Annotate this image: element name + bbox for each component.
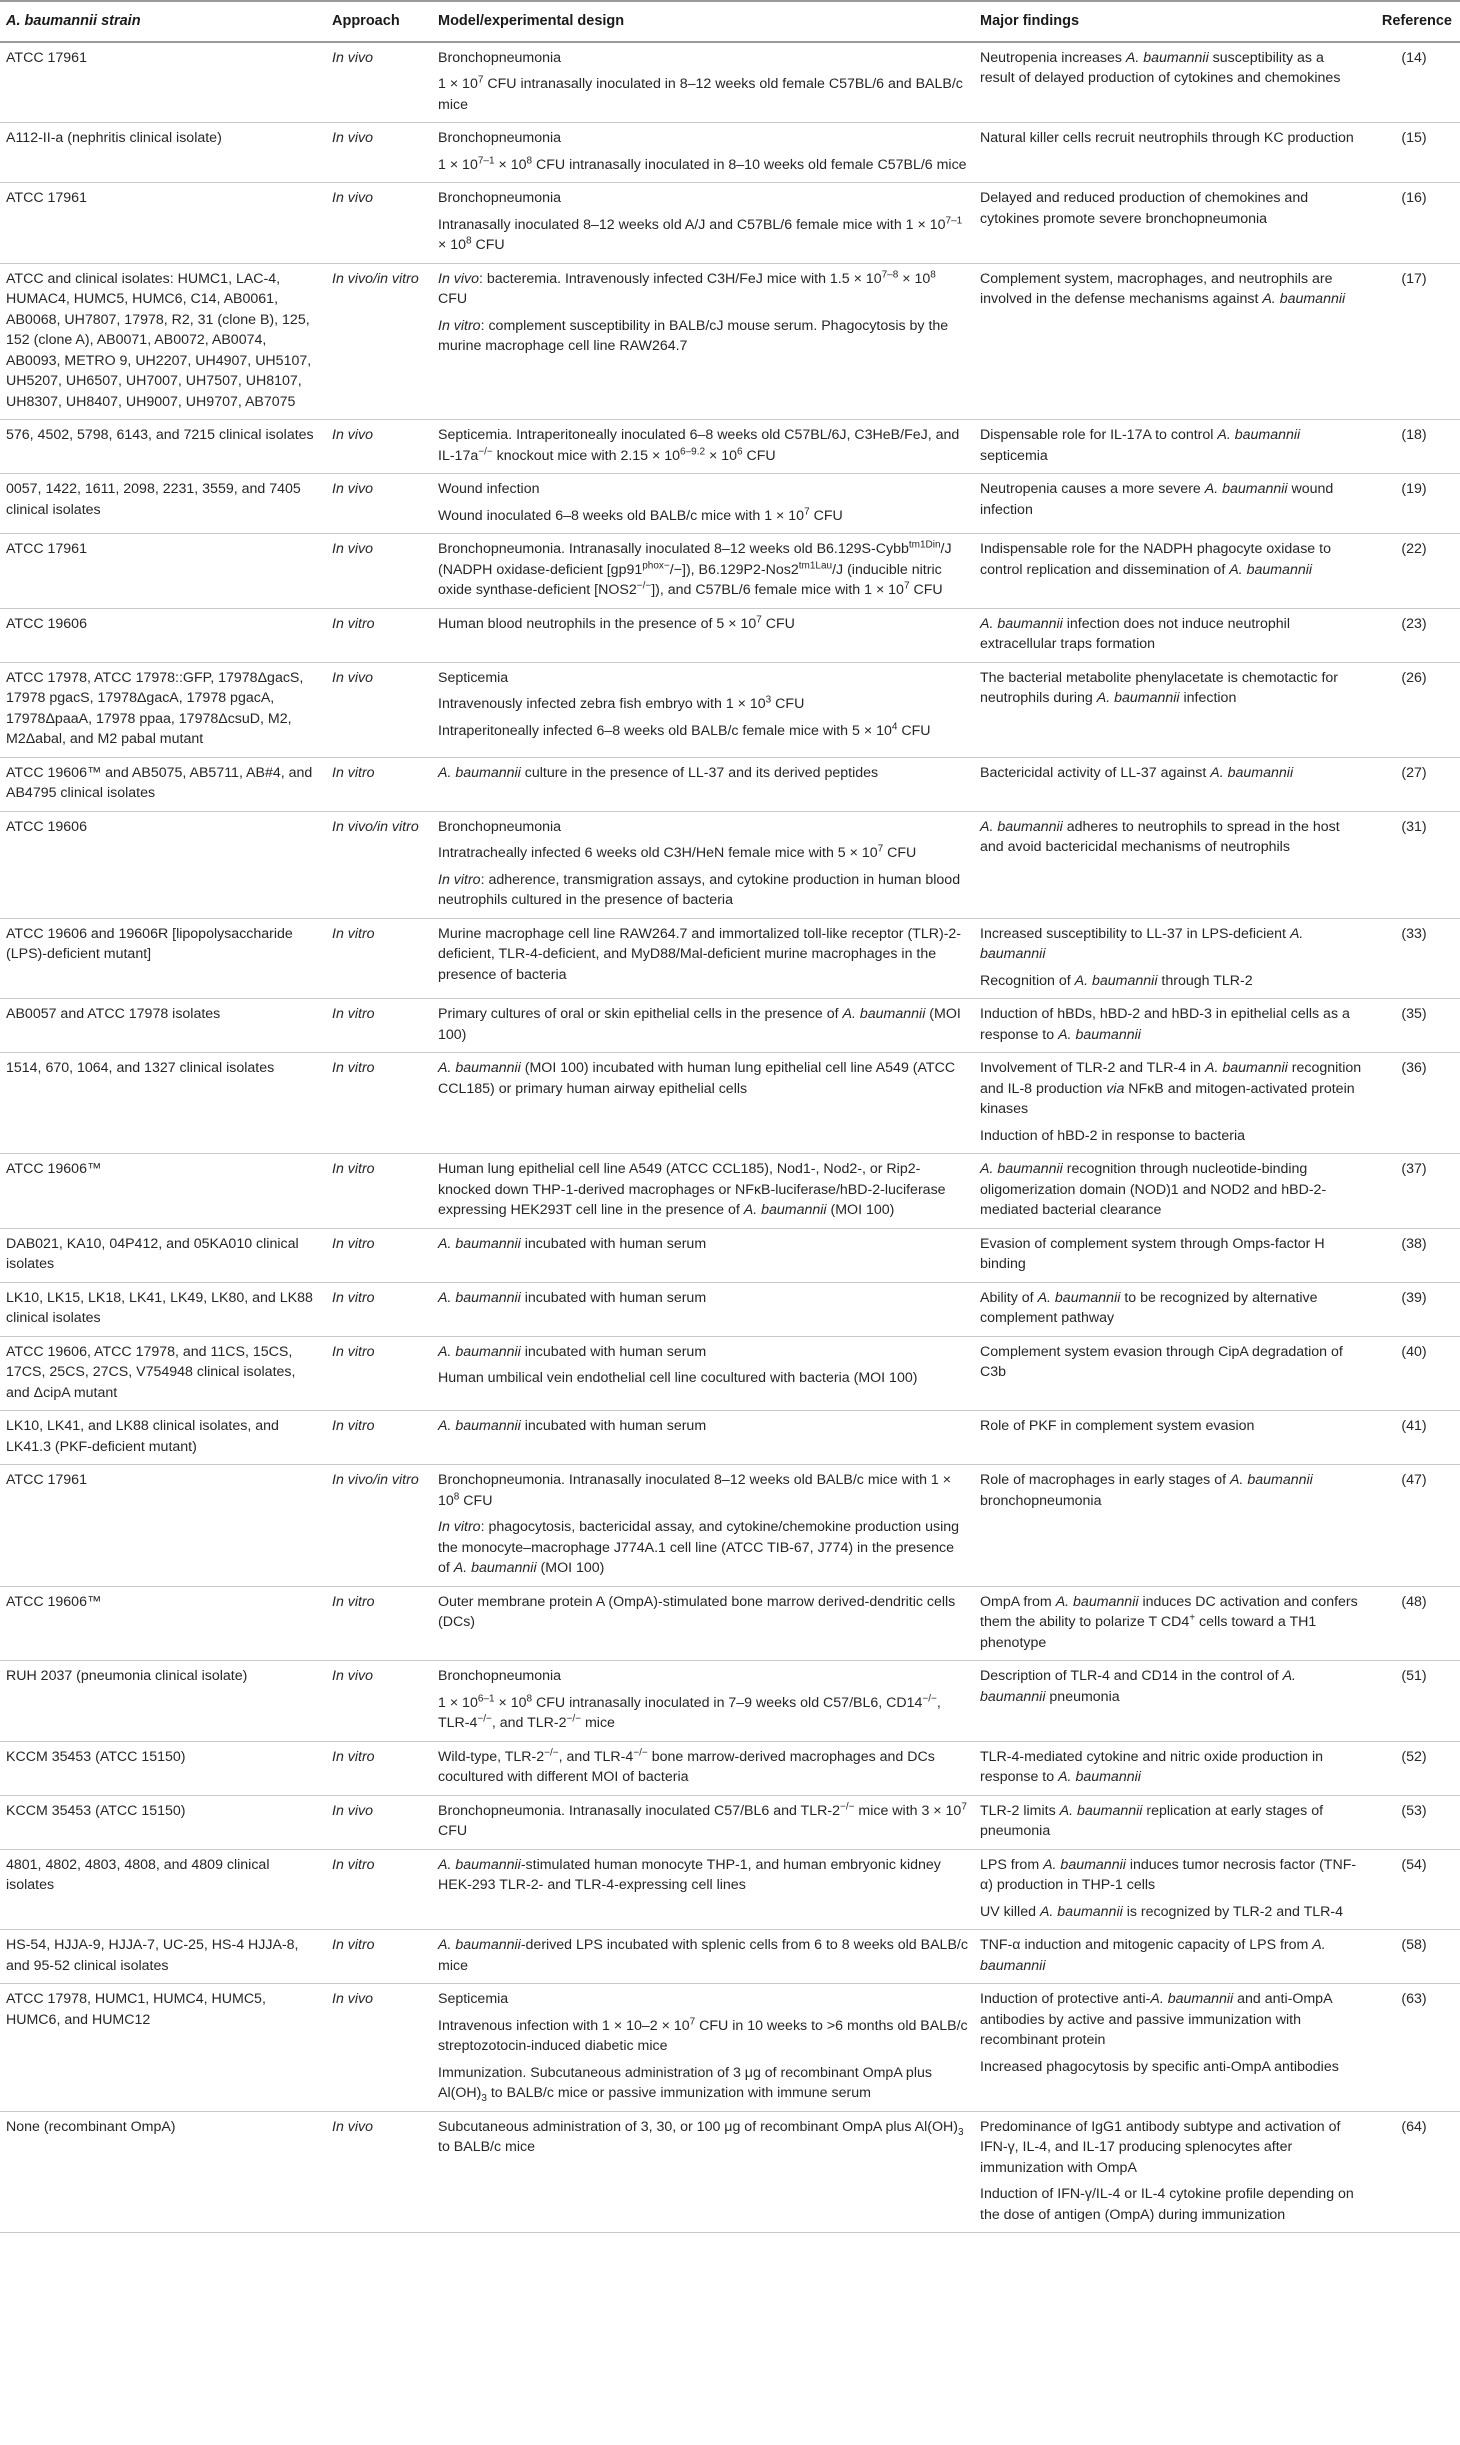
strain-cell: ATCC 19606™ and AB5075, AB5711, AB#4, and AB4795 clinical isolates (0, 757, 326, 811)
model-paragraph: Intranasally inoculated 8–12 weeks old A/J and C57BL/6 female mice with $1 \times 10^{7-1} \times 10^8$ CFU (438, 214, 963, 253)
model-paragraph: $1 \times 10^7$ CFU intranasally inoculated in 8–12 weeks old female C57BL/6 and BALB/c mice (438, 74, 963, 113)
findings-paragraph: Ability of A. baumannii to be recognized by alternative complement pathway (980, 1289, 1318, 1326)
strain-cell: ATCC 19606™ (0, 1154, 326, 1229)
reference-cell: (54) (1368, 1849, 1460, 1930)
model-paragraph: Bronchopneumonia. Intranasally inoculated 8–12 weeks old B6.129S-Cybb$^{tm1Din}$/J (NADPH oxidase-deficient $[gp91^{phox-}/-]$), $B6.129P2-Nos2^{tm1Lau}/J$ (inducible nitric oxide synthase-deficient [NOS2−/−]), and C57BL/6 female mice with $1 \times 10^7$ CFU (438, 539, 952, 598)
reference-cell: (37) (1368, 1154, 1460, 1229)
table-row (0, 474, 1460, 534)
model-paragraph: In vitro: phagocytosis, bactericidal assay, and cytokine/chemokine production using the monocyte–macrophage J774A.1 cell line (ATCC TIB-67, J774) in the presence of A. baumannii (MOI 100) (438, 1519, 960, 1576)
findings-cell (974, 1661, 1368, 1742)
model-paragraph: Septicemia (438, 669, 509, 686)
table-row (0, 999, 1460, 1053)
findings-cell (974, 263, 1368, 420)
reference-cell: (23) (1368, 608, 1460, 662)
model-paragraph: Human blood neutrophils in the presence of $5 \times 10^7$ CFU (438, 613, 795, 632)
findings-paragraph: TLR-2 limits A. baumannii replication at early stages of pneumonia (980, 1802, 1324, 1839)
findings-paragraph: A. baumannii adheres to neutrophils to spread in the host and avoid bactericidal mechanisms of neutrophils (980, 818, 1340, 855)
findings-cell (974, 1984, 1368, 2112)
model-paragraph: A. baumannii-derived LPS incubated with splenic cells from 6 to 8 weeks old BALB/c mice (438, 1937, 968, 1974)
findings-cell (974, 1795, 1368, 1849)
findings-cell (974, 474, 1368, 534)
strain-cell: A112-II-a (nephritis clinical isolate) (0, 123, 326, 183)
approach-cell: In vitro (326, 608, 432, 662)
model-paragraph: Bronchopneumonia (438, 190, 562, 206)
findings-paragraph: Increased susceptibility to LL-37 in LPS-deficient A. baumannii (980, 925, 1304, 962)
table-row (0, 263, 1460, 420)
table-row (0, 42, 1460, 123)
model-paragraph: Intratracheally infected 6 weeks old C3H/HeN female mice with $5 \times 10^7$ CFU (438, 843, 917, 861)
approach-cell: In vivo (326, 123, 432, 183)
findings-paragraph: Role of PKF in complement system evasion (980, 1418, 1255, 1434)
approach-cell: In vitro (326, 1586, 432, 1661)
strain-cell: ATCC 17961 (0, 534, 326, 609)
table-row (0, 662, 1460, 757)
reference-cell: (26) (1368, 662, 1460, 757)
reference-cell: (33) (1368, 918, 1460, 999)
reference-cell: (36) (1368, 1053, 1460, 1154)
findings-paragraph: TNF-α induction and mitogenic capacity of LPS from A. baumannii (980, 1937, 1326, 1974)
model-paragraph: Septicemia. Intraperitoneally inoculated 6–8 weeks old C57BL/6J, C3HeB/FeJ, and IL-17a−/− knockout mice with $2.15 \times 10^{6-9.2} \times 10^6$ CFU (438, 427, 960, 464)
findings-paragraph: A. baumannii infection does not induce neutrophil extracellular traps formation (980, 615, 1290, 652)
header-row (0, 1, 1460, 42)
model-paragraph: A. baumannii-stimulated human monocyte THP-1, and human embryonic kidney HEK-293 TLR-2- and TLR-4-expressing cell lines (438, 1856, 941, 1893)
approach-cell: In vitro (326, 1053, 432, 1154)
table-row (0, 1795, 1460, 1849)
findings-paragraph: OmpA from A. baumannii induces DC activation and confers them the ability to polarize T CD4+ cells toward a TH1 phenotype (980, 1593, 1358, 1651)
findings-cell (974, 2111, 1368, 2233)
findings-paragraph: Neutropenia increases A. baumannii susceptibility as a result of delayed production of cytokines and chemokines (980, 49, 1341, 86)
table-row (0, 123, 1460, 183)
findings-cell (974, 1154, 1368, 1229)
model-cell (432, 123, 974, 183)
model-paragraph: Bronchopneumonia (438, 818, 562, 835)
reference-cell: (40) (1368, 1336, 1460, 1411)
reference-cell: (14) (1368, 42, 1460, 123)
strain-cell: 4801, 4802, 4803, 4808, and 4809 clinical isolates (0, 1849, 326, 1930)
findings-paragraph: Predominance of IgG1 antibody subtype and activation of IFN-γ, IL-4, and IL-17 producing splenocytes after immunization with OmpA (980, 2118, 1341, 2176)
findings-paragraph: Bactericidal activity of LL-37 against A. baumannii (980, 764, 1294, 781)
reference-cell: (63) (1368, 1984, 1460, 2112)
table-row (0, 534, 1460, 609)
findings-cell (974, 1930, 1368, 1984)
findings-paragraph: Dispensable role for IL-17A to control A. baumannii septicemia (980, 427, 1301, 464)
reference-cell: (51) (1368, 1661, 1460, 1742)
approach-cell: In vitro (326, 757, 432, 811)
model-cell (432, 1795, 974, 1849)
table-row (0, 1930, 1460, 1984)
model-cell (432, 1586, 974, 1661)
model-cell (432, 1984, 974, 2112)
table-row (0, 183, 1460, 264)
strain-cell: ATCC 19606 (0, 811, 326, 918)
model-paragraph: A. baumannii incubated with human serum (438, 1289, 707, 1306)
model-paragraph: $1 \times 10^{6-1} \times 10^8$ CFU intranasally inoculated in 7–9 weeks old C57/BL6, CD14−/−, TLR-4−/−, and TLR-2−/− mice (438, 1692, 941, 1731)
findings-paragraph: A. baumannii recognition through nucleotide-binding oligomerization domain (NOD)1 and NOD2 and hBD-2-mediated bacterial clearance (980, 1161, 1327, 1218)
table-row (0, 1411, 1460, 1465)
findings-paragraph: TLR-4-mediated cytokine and nitric oxide production in response to A. baumannii (980, 1748, 1324, 1785)
findings-cell (974, 1336, 1368, 1411)
model-paragraph: In vivo: bacteremia. Intravenously infected C3H/FeJ mice with $1.5 \times 10^{7-8} \times 10^8$ CFU (438, 268, 936, 307)
reference-cell: (64) (1368, 2111, 1460, 2233)
findings-paragraph: Induction of protective anti-A. baumannii and anti-OmpA antibodies by active and passive immunization with recombinant protein (980, 1991, 1332, 2048)
header-model: Model/experimental design (432, 1, 974, 42)
findings-paragraph: Increased phagocytosis by specific anti-OmpA antibodies (980, 2058, 1339, 2075)
approach-cell: In vitro (326, 1282, 432, 1336)
table-body (0, 42, 1460, 2233)
strain-cell: RUH 2037 (pneumonia clinical isolate) (0, 1661, 326, 1742)
findings-cell (974, 757, 1368, 811)
reference-cell: (27) (1368, 757, 1460, 811)
reference-cell: (38) (1368, 1228, 1460, 1282)
model-paragraph: Bronchopneumonia (438, 1668, 562, 1684)
model-paragraph: In vitro: complement susceptibility in BALB/cJ mouse serum. Phagocytosis by the murine macrophage cell line RAW264.7 (438, 317, 949, 354)
findings-cell (974, 123, 1368, 183)
findings-cell (974, 420, 1368, 474)
model-cell (432, 1465, 974, 1587)
model-paragraph: Bronchopneumonia (438, 49, 562, 66)
strain-cell: ATCC 17978, ATCC 17978::GFP, 17978ΔgacS, 17978 pgacS, 17978ΔgacA, 17978 pgacA, 17978ΔpaaA, 17978 ppaa, 17978ΔcsuD, M2, M2Δabal, and M2 pabal mutant (0, 662, 326, 757)
model-cell (432, 1053, 974, 1154)
reference-cell: (19) (1368, 474, 1460, 534)
findings-paragraph: UV killed A. baumannii is recognized by TLR-2 and TLR-4 (980, 1903, 1344, 1920)
findings-cell (974, 811, 1368, 918)
model-paragraph: A. baumannii culture in the presence of LL-37 and its derived peptides (438, 764, 879, 781)
findings-cell (974, 1411, 1368, 1465)
model-paragraph: A. baumannii incubated with human serum (438, 1418, 707, 1434)
table-row (0, 608, 1460, 662)
findings-cell (974, 183, 1368, 264)
approach-cell: In vivo/in vitro (326, 1465, 432, 1587)
approach-cell: In vivo (326, 42, 432, 123)
model-paragraph: Intravenously infected zebra fish embryo with $1 \times 10^3$ CFU (438, 694, 805, 712)
findings-paragraph: Induction of hBD-2 in response to bacteria (980, 1127, 1245, 1144)
approach-cell: In vitro (326, 1336, 432, 1411)
approach-cell: In vivo/in vitro (326, 263, 432, 420)
reference-cell: (31) (1368, 811, 1460, 918)
strain-cell: ATCC 17961 (0, 42, 326, 123)
model-cell (432, 42, 974, 123)
strain-cell: KCCM 35453 (ATCC 15150) (0, 1795, 326, 1849)
approach-cell: In vitro (326, 1741, 432, 1795)
reference-cell: (39) (1368, 1282, 1460, 1336)
reference-cell: (18) (1368, 420, 1460, 474)
table-row (0, 1282, 1460, 1336)
findings-paragraph: Natural killer cells recruit neutrophils through KC production (980, 130, 1354, 146)
findings-cell (974, 42, 1368, 123)
model-cell (432, 757, 974, 811)
model-paragraph: Intravenous infection with $1 \times 10-2 \times 10^7$ CFU in 10 weeks to >6 months old BALB/c streptozotocin-induced diabetic mice (438, 2015, 968, 2054)
model-cell (432, 999, 974, 1053)
findings-cell (974, 1586, 1368, 1661)
approach-cell: In vivo (326, 662, 432, 757)
model-cell (432, 1336, 974, 1411)
model-paragraph: Human umbilical vein endothelial cell line cocultured with bacteria (MOI 100) (438, 1370, 918, 1386)
table-row (0, 1465, 1460, 1587)
reference-cell: (22) (1368, 534, 1460, 609)
table-row (0, 1154, 1460, 1229)
header-reference: Reference (1368, 1, 1460, 42)
model-cell (432, 608, 974, 662)
strain-cell: DAB021, KA10, 04P412, and 05KA010 clinical isolates (0, 1228, 326, 1282)
findings-paragraph: Indispensable role for the NADPH phagocyte oxidase to control replication and dissemination of A. baumannii (980, 541, 1331, 578)
strain-cell: ATCC 19606™ (0, 1586, 326, 1661)
model-paragraph: Outer membrane protein A (OmpA)-stimulated bone marrow derived-dendritic cells (DCs) (438, 1593, 956, 1630)
approach-cell: In vivo (326, 534, 432, 609)
findings-cell (974, 999, 1368, 1053)
model-cell (432, 2111, 974, 2233)
strain-cell: ATCC 17978, HUMC1, HUMC4, HUMC5, HUMC6, and HUMC12 (0, 1984, 326, 2112)
model-cell (432, 263, 974, 420)
model-paragraph: Septicemia (438, 1991, 509, 2007)
model-paragraph: Wound infection (438, 481, 540, 497)
model-paragraph: Subcutaneous administration of 3, 30, or 100 μg of recombinant OmpA plus $Al(OH)_3$ to BALB/c mice (438, 2118, 964, 2155)
approach-cell: In vivo (326, 420, 432, 474)
strain-cell: LK10, LK15, LK18, LK41, LK49, LK80, and LK88 clinical isolates (0, 1282, 326, 1336)
model-cell (432, 662, 974, 757)
findings-paragraph: Delayed and reduced production of chemokines and cytokines promote severe bronchopneumonia (980, 190, 1309, 227)
strain-cell: ATCC 19606 (0, 608, 326, 662)
strain-cell: LK10, LK41, and LK88 clinical isolates, and LK41.3 (PKF-deficient mutant) (0, 1411, 326, 1465)
approach-cell: In vivo (326, 474, 432, 534)
strain-cell: None (recombinant OmpA) (0, 2111, 326, 2233)
model-paragraph: Bronchopneumonia. Intranasally inoculated C57/BL6 and TLR-2−/− mice with $3 \times 10^7$ CFU (438, 1800, 967, 1839)
model-paragraph: In vitro: adherence, transmigration assays, and cytokine production in human blood neutrophils cultured in the presence of bacteria (438, 871, 961, 908)
model-paragraph: Human lung epithelial cell line A549 (ATCC CCL185), Nod1-, Nod2-, or Rip2-knocked down THP-1-derived macrophages or NFκB-luciferase/hBD-2-luciferase expressing HEK293T cell line in the presence of A. baumannii (MOI 100) (438, 1161, 946, 1218)
table-row (0, 1053, 1460, 1154)
model-cell (432, 1661, 974, 1742)
approach-cell: In vitro (326, 1930, 432, 1984)
header-approach: Approach (326, 1, 432, 42)
reference-cell: (16) (1368, 183, 1460, 264)
model-paragraph: Wound inoculated 6–8 weeks old BALB/c mice with $1 \times 10^7$ CFU (438, 505, 843, 524)
table-row (0, 420, 1460, 474)
findings-paragraph: Involvement of TLR-2 and TLR-4 in A. baumannii recognition and IL-8 production via NFκB and mitogen-activated protein kinases (980, 1060, 1362, 1117)
model-cell (432, 1154, 974, 1229)
model-cell (432, 474, 974, 534)
strain-cell: ATCC 19606 and 19606R [lipopolysaccharide (LPS)-deficient mutant] (0, 918, 326, 999)
findings-cell (974, 1465, 1368, 1587)
findings-cell (974, 1053, 1368, 1154)
approach-cell: In vitro (326, 999, 432, 1053)
strain-cell: 1514, 670, 1064, and 1327 clinical isolates (0, 1053, 326, 1154)
reference-cell: (15) (1368, 123, 1460, 183)
findings-cell (974, 1282, 1368, 1336)
strain-cell: HS-54, HJJA-9, HJJA-7, UC-25, HS-4 HJJA-8, and 95-52 clinical isolates (0, 1930, 326, 1984)
model-cell (432, 183, 974, 264)
approach-cell: In vivo (326, 1661, 432, 1742)
reference-cell: (52) (1368, 1741, 1460, 1795)
model-paragraph: A. baumannii (MOI 100) incubated with human lung epithelial cell line A549 (ATCC CCL185) or primary human airway epithelial cells (438, 1060, 956, 1097)
findings-paragraph: Induction of IFN-γ/IL-4 or IL-4 cytokine profile depending on the dose of antigen (OmpA) during immunization (980, 2186, 1354, 2223)
findings-paragraph: LPS from A. baumannii induces tumor necrosis factor (TNF-α) production in THP-1 cells (980, 1856, 1357, 1893)
approach-cell: In vitro (326, 1228, 432, 1282)
table-row (0, 2111, 1460, 2233)
findings-paragraph: Evasion of complement system through Omps-factor H binding (980, 1235, 1325, 1272)
header-strain: A. baumannii strain (0, 1, 326, 42)
findings-paragraph: Complement system evasion through CipA degradation of C3b (980, 1343, 1343, 1380)
approach-cell: In vitro (326, 1154, 432, 1229)
model-cell (432, 1228, 974, 1282)
findings-paragraph: The bacterial metabolite phenylacetate is chemotactic for neutrophils during A. baumannii infection (980, 669, 1339, 706)
strain-cell: ATCC 19606, ATCC 17978, and 11CS, 15CS, 17CS, 25CS, 27CS, V754948 clinical isolates, and ΔcipA mutant (0, 1336, 326, 1411)
approach-cell: In vivo/in vitro (326, 811, 432, 918)
table-row (0, 1741, 1460, 1795)
approach-cell: In vivo (326, 183, 432, 264)
table-row (0, 757, 1460, 811)
model-cell (432, 420, 974, 474)
model-paragraph: A. baumannii incubated with human serum (438, 1343, 707, 1360)
findings-cell (974, 1228, 1368, 1282)
findings-cell (974, 662, 1368, 757)
findings-paragraph: Neutropenia causes a more severe A. baumannii wound infection (980, 481, 1334, 518)
table-row (0, 1984, 1460, 2112)
approach-cell: In vivo (326, 2111, 432, 2233)
model-cell (432, 1741, 974, 1795)
approach-cell: In vitro (326, 1411, 432, 1465)
findings-cell (974, 1741, 1368, 1795)
approach-cell: In vivo (326, 1984, 432, 2112)
strain-cell: ATCC and clinical isolates: HUMC1, LAC-4, HUMAC4, HUMC5, HUMC6, C14, AB0061, AB0068, UH7807, 17978, R2, 31 (clone B), 125, 152 (clone A), AB0071, AB0072, AB0074, AB0093, METRO 9, UH2207, UH4907, UH5107, UH5207, UH6507, UH7007, UH7507, UH8107, UH8307, UH8407, UH9007, UH9707, AB7075 (0, 263, 326, 420)
model-cell (432, 1282, 974, 1336)
findings-cell (974, 608, 1368, 662)
table-row (0, 1661, 1460, 1742)
strain-cell: ATCC 17961 (0, 1465, 326, 1587)
model-paragraph: $1 \times 10^{7-1} \times 10^8$ CFU intranasally inoculated in 8–10 weeks old female C57BL/6 mice (438, 154, 967, 173)
findings-cell (974, 1849, 1368, 1930)
findings-paragraph: Recognition of A. baumannii through TLR-2 (980, 972, 1253, 989)
model-paragraph: Intraperitoneally infected 6–8 weeks old BALB/c female mice with $5 \times 10^4$ CFU (438, 720, 931, 739)
reference-cell: (41) (1368, 1411, 1460, 1465)
table-row (0, 918, 1460, 999)
findings-paragraph: Induction of hBDs, hBD-2 and hBD-3 in epithelial cells as a response to A. baumannii (980, 1006, 1350, 1043)
strain-cell: AB0057 and ATCC 17978 isolates (0, 999, 326, 1053)
model-paragraph: Bronchopneumonia. Intranasally inoculated 8–12 weeks old BALB/c mice with $1 \times 10^8$ CFU (438, 1472, 952, 1509)
reference-cell: (48) (1368, 1586, 1460, 1661)
table-row (0, 1586, 1460, 1661)
model-cell (432, 1411, 974, 1465)
header-findings: Major findings (974, 1, 1368, 42)
findings-paragraph: Role of macrophages in early stages of A. baumannii bronchopneumonia (980, 1472, 1313, 1509)
reference-cell: (53) (1368, 1795, 1460, 1849)
findings-cell (974, 918, 1368, 999)
model-paragraph: Bronchopneumonia (438, 130, 562, 146)
model-paragraph: Murine macrophage cell line RAW264.7 and immortalized toll-like receptor (TLR)-2-deficient, TLR-4-deficient, and MyD88/Mal-deficient murine macrophages in the presence of bacteria (438, 925, 962, 983)
approach-cell: In vitro (326, 1849, 432, 1930)
findings-cell (974, 534, 1368, 609)
model-paragraph: Immunization. Subcutaneous administration of 3 μg of recombinant OmpA plus $Al(OH)_3$ to BALB/c mice or passive immunization with immune serum (438, 2064, 932, 2104)
model-paragraph: Primary cultures of oral or skin epithelial cells in the presence of A. baumannii (MOI 100) (438, 1006, 961, 1043)
table-row (0, 1336, 1460, 1411)
findings-paragraph: Complement system, macrophages, and neutrophils are involved in the defense mechanisms against A. baumannii (980, 270, 1346, 307)
model-cell (432, 1849, 974, 1930)
reference-cell: (47) (1368, 1465, 1460, 1587)
model-cell (432, 811, 974, 918)
reference-cell: (58) (1368, 1930, 1460, 1984)
model-cell (432, 918, 974, 999)
model-cell (432, 534, 974, 609)
table-row (0, 811, 1460, 918)
approach-cell: In vitro (326, 918, 432, 999)
model-cell (432, 1930, 974, 1984)
strain-cell: 576, 4502, 5798, 6143, and 7215 clinical isolates (0, 420, 326, 474)
findings-paragraph: Description of TLR-4 and CD14 in the control of A. baumannii pneumonia (980, 1668, 1296, 1705)
approach-cell: In vivo (326, 1795, 432, 1849)
model-paragraph: Wild-type, TLR-2−/−, and TLR-4−/− bone marrow-derived macrophages and DCs cocultured with different MOI of bacteria (438, 1746, 935, 1785)
table-row (0, 1849, 1460, 1930)
strain-cell: ATCC 17961 (0, 183, 326, 264)
strain-cell: KCCM 35453 (ATCC 15150) (0, 1741, 326, 1795)
table-row (0, 1228, 1460, 1282)
reference-cell: (35) (1368, 999, 1460, 1053)
strain-cell: 0057, 1422, 1611, 2098, 2231, 3559, and 7405 clinical isolates (0, 474, 326, 534)
reference-cell: (17) (1368, 263, 1460, 420)
model-paragraph: A. baumannii incubated with human serum (438, 1235, 707, 1252)
